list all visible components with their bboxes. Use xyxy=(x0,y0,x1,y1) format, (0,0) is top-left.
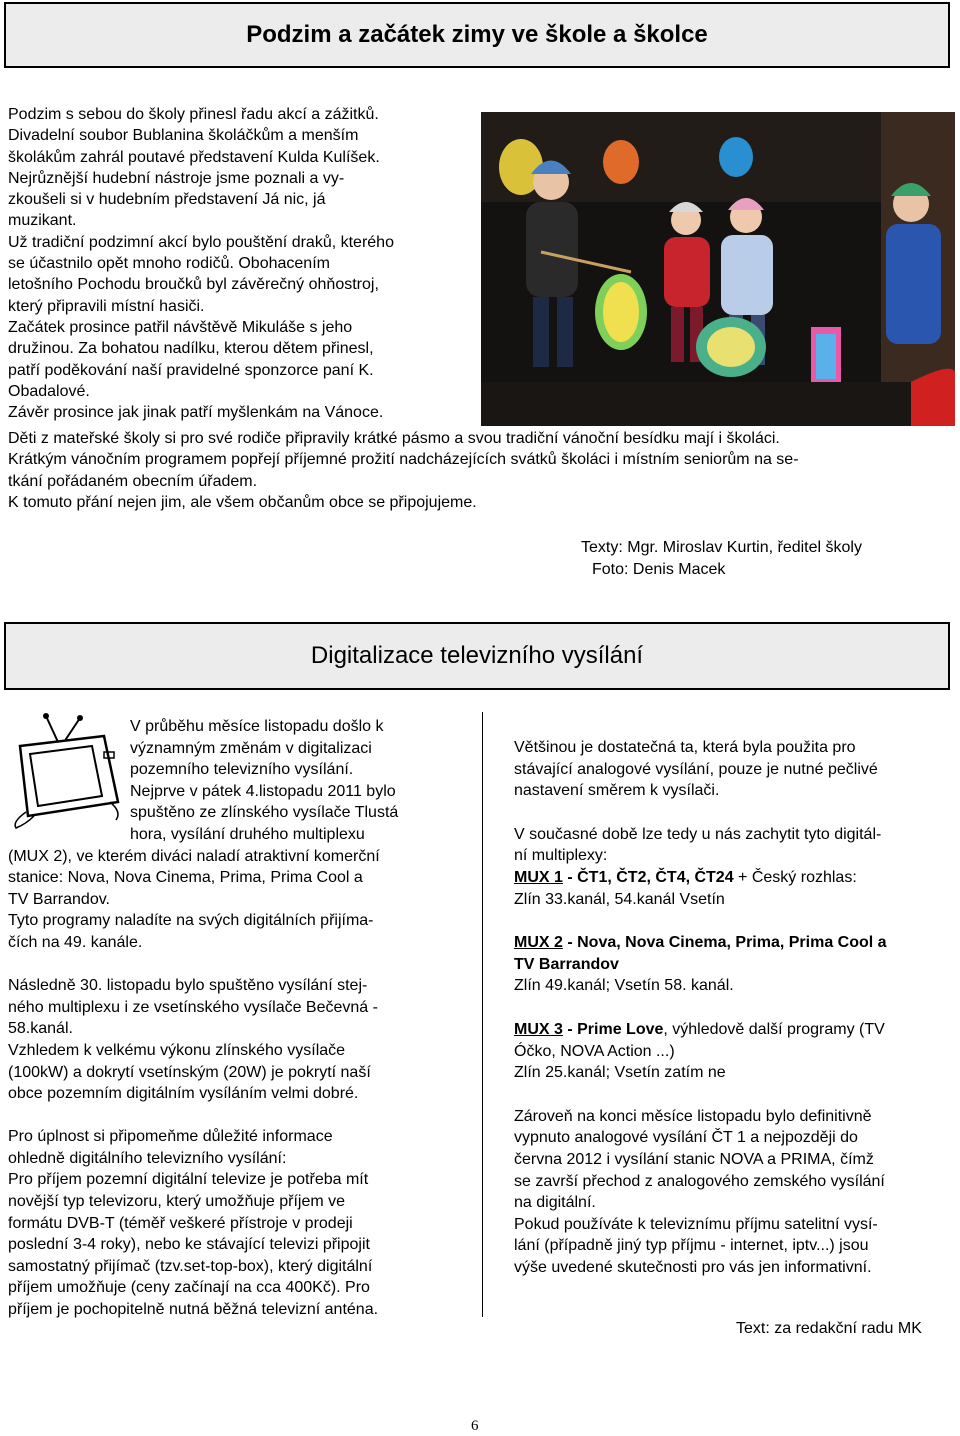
text-line: Zároveň na konci měsíce listopadu bylo definitivně xyxy=(514,1107,872,1125)
text-line: novější typ televizoru, který umožňuje příjem ve xyxy=(8,1193,346,1211)
mux2-freq: Zlín 49.kanál; Vsetín 58. kanál. xyxy=(514,977,734,995)
text-line: Divadelní soubor Bublanina školáčkům a menším xyxy=(8,127,359,145)
text-line: významným změnám v digitalizaci xyxy=(130,739,372,757)
mux3-extra: , výhledově další programy (TV xyxy=(663,1020,885,1038)
mux2-channels: - Nova, Nova Cinema, Prima, Prima Cool a xyxy=(562,934,887,952)
text-line: patří poděkování naší pravidelné sponzorce paní K. xyxy=(8,361,374,379)
mux1-name: MUX 1 xyxy=(514,868,563,886)
mux1-channels: - ČT1, ČT2, ČT4, ČT24 xyxy=(562,868,734,886)
text-line: Děti z mateřské školy si pro své rodiče připravily krátké pásmo a svou tradiční vánoční besídku mají i školáci. xyxy=(8,430,780,447)
text-line: příjem umožňuje (ceny začínají na cca 400Kč). Pro xyxy=(8,1279,370,1297)
mux3-channels: - Prime Love xyxy=(562,1020,664,1038)
text-line: Závěr prosince jak jinak patří myšlenkám na Vánoce. xyxy=(8,404,384,422)
text-line: nastavení směrem k vysílači. xyxy=(514,782,720,800)
text-line: školákům zahrál poutavé představení Kulda Kulíšek. xyxy=(8,148,380,166)
text-line: 58.kanál. xyxy=(8,1020,73,1038)
text-line: vypnuto analogové vysílání ČT 1 a nejpozději do xyxy=(514,1129,858,1147)
text-line: stávající analogové vysílání, pouze je nutné pečlivé xyxy=(514,760,878,778)
text-line: Vzhledem k velkému výkonu zlínského vysílače xyxy=(8,1041,346,1059)
section2-left-column xyxy=(8,716,446,1321)
children-lantern-photo xyxy=(481,112,955,426)
text-line: Nejprve v pátek 4.listopadu 2011 bylo xyxy=(130,782,396,800)
text-line: V průběhu měsíce listopadu došlo k xyxy=(130,718,384,735)
text-line: Následně 30. listopadu bylo spuštěno vysílání stej- xyxy=(8,977,368,995)
section1-title: Podzim a začátek zimy ve škole a školce xyxy=(246,21,708,48)
text-line: obce pozemním digitálním vysíláním velmi dobré. xyxy=(8,1085,359,1103)
text-line: (MUX 2), ve kterém diváci naladí atraktivní komerční xyxy=(8,847,380,865)
page-number: 6 xyxy=(471,1418,479,1434)
text-line: Podzim s sebou do školy přinesl řadu akcí a zážitků. xyxy=(8,106,379,123)
section1-full-width-text xyxy=(8,428,954,513)
section1-header xyxy=(4,2,950,68)
mux2-name: MUX 2 xyxy=(514,934,563,952)
text-line: Většinou je dostatečná ta, která byla použita pro xyxy=(514,739,856,756)
text-line: zkoušeli si v hudebním představení Já nic, já xyxy=(8,191,326,209)
text-line: družinou. Za bohatou nadílku, kterou dětem přinesl, xyxy=(8,340,374,358)
text-line: V současné době lze tedy u nás zachytit tyto digitál- xyxy=(514,825,882,843)
text-line: lání (případně jiný typ příjmu - internet, iptv...) jsou xyxy=(514,1237,869,1255)
mux1-line xyxy=(514,867,954,889)
text-line: který připravili místní hasiči. xyxy=(8,297,205,315)
section2-right-column xyxy=(514,737,954,1278)
text-line: Nejrůznější hudební nástroje jsme poznali a vy- xyxy=(8,169,345,187)
signature: Text: za redakční radu MK xyxy=(736,1320,922,1337)
text-line: tkání pořádaném obecním úřadem. xyxy=(8,472,258,490)
text-line: ní multiplexy: xyxy=(514,847,608,865)
text-line: Pro úplnost si připomeňme důležité informace xyxy=(8,1128,333,1146)
text-line: příjem je pochopitelně nutná běžná televizní anténa. xyxy=(8,1301,379,1319)
mux3-name: MUX 3 xyxy=(514,1020,563,1038)
text-line: (100kW) a dokrytí vsetínským (20W) je pokrytí naší xyxy=(8,1063,371,1081)
section1-credits xyxy=(581,537,862,581)
text-line: muzikant. xyxy=(8,212,77,230)
text-line: se završí přechod z analogového zemského vysílání xyxy=(514,1172,885,1190)
text-line: Tyto programy naladíte na svých digitálních přijíma- xyxy=(8,912,374,930)
text-line: Pro příjem pozemní digitální televize je potřeba mít xyxy=(8,1171,369,1189)
texts-credit: Texty: Mgr. Miroslav Kurtin, ředitel školy xyxy=(581,539,862,556)
mux2-channels-cont: TV Barrandov xyxy=(514,955,619,973)
text-line: poslední 3-4 roky), nebo ke stávající televizi připojit xyxy=(8,1236,370,1254)
text-line: K tomuto přání nejen jim, ale všem občanům obce se připojujeme. xyxy=(8,493,477,511)
text-line: výše uvedené skutečnosti pro vás jen informativní. xyxy=(514,1258,872,1276)
text-line: Pokud používáte k televiznímu příjmu satelitní vysí- xyxy=(514,1215,878,1233)
text-line: Začátek prosince patřil návštěvě Mikuláše s jeho xyxy=(8,318,353,336)
column-divider xyxy=(482,712,483,1317)
text-line: stanice: Nova, Nova Cinema, Prima, Prima Cool a xyxy=(8,869,363,887)
section1-paragraph xyxy=(8,104,464,423)
text-line: června 2012 i vysílání stanic NOVA a PRIMA, čímž xyxy=(514,1150,874,1168)
section2-header xyxy=(4,622,950,690)
text-line: Obadalové. xyxy=(8,382,90,400)
mux3-line xyxy=(514,1019,954,1041)
text-line: Už tradiční podzimní akcí bylo pouštění draků, kterého xyxy=(8,233,394,251)
section2-title: Digitalizace televizního vysílání xyxy=(310,642,644,669)
mux1-extra: + Český rozhlas: xyxy=(733,868,857,886)
text-line: ného multiplexu i ze vsetínského vysílače Bečevná - xyxy=(8,998,378,1016)
text-line: formátu DVB-T (téměř veškeré přístroje v prodeji xyxy=(8,1214,353,1232)
text-line: čích na 49. kanále. xyxy=(8,933,143,951)
photo-credit: Foto: Denis Macek xyxy=(592,561,726,578)
text-line: ohledně digitálního televizního vysílání: xyxy=(8,1149,287,1167)
mux1-freq: Zlín 33.kanál, 54.kanál Vsetín xyxy=(514,890,725,908)
text-line: na digitální. xyxy=(514,1194,596,1212)
text-line: TV Barrandov. xyxy=(8,890,110,908)
mux3-extra-cont: Óčko, NOVA Action ...) xyxy=(514,1042,675,1060)
mux2-line xyxy=(514,932,954,954)
mux3-freq: Zlín 25.kanál; Vsetín zatím ne xyxy=(514,1064,726,1082)
text-line: se účastnilo opět mnoho rodičů. Obohacením xyxy=(8,255,330,273)
text-line: hora, vysílání druhého multiplexu xyxy=(130,825,365,843)
text-line: pozemního televizního vysílání. xyxy=(130,761,354,779)
text-line: Krátkým vánočním programem popřejí příjemné prožití nadcházejících svátků školáci i místním seniorům na se- xyxy=(8,451,799,469)
text-line: letošního Pochodu broučků byl závěrečný ohňostroj, xyxy=(8,276,379,294)
text-line: spuštěno ze zlínského vysílače Tlustá xyxy=(130,804,399,822)
text-line: samostatný přijímač (tzv.set-top-box), který digitální xyxy=(8,1257,373,1275)
